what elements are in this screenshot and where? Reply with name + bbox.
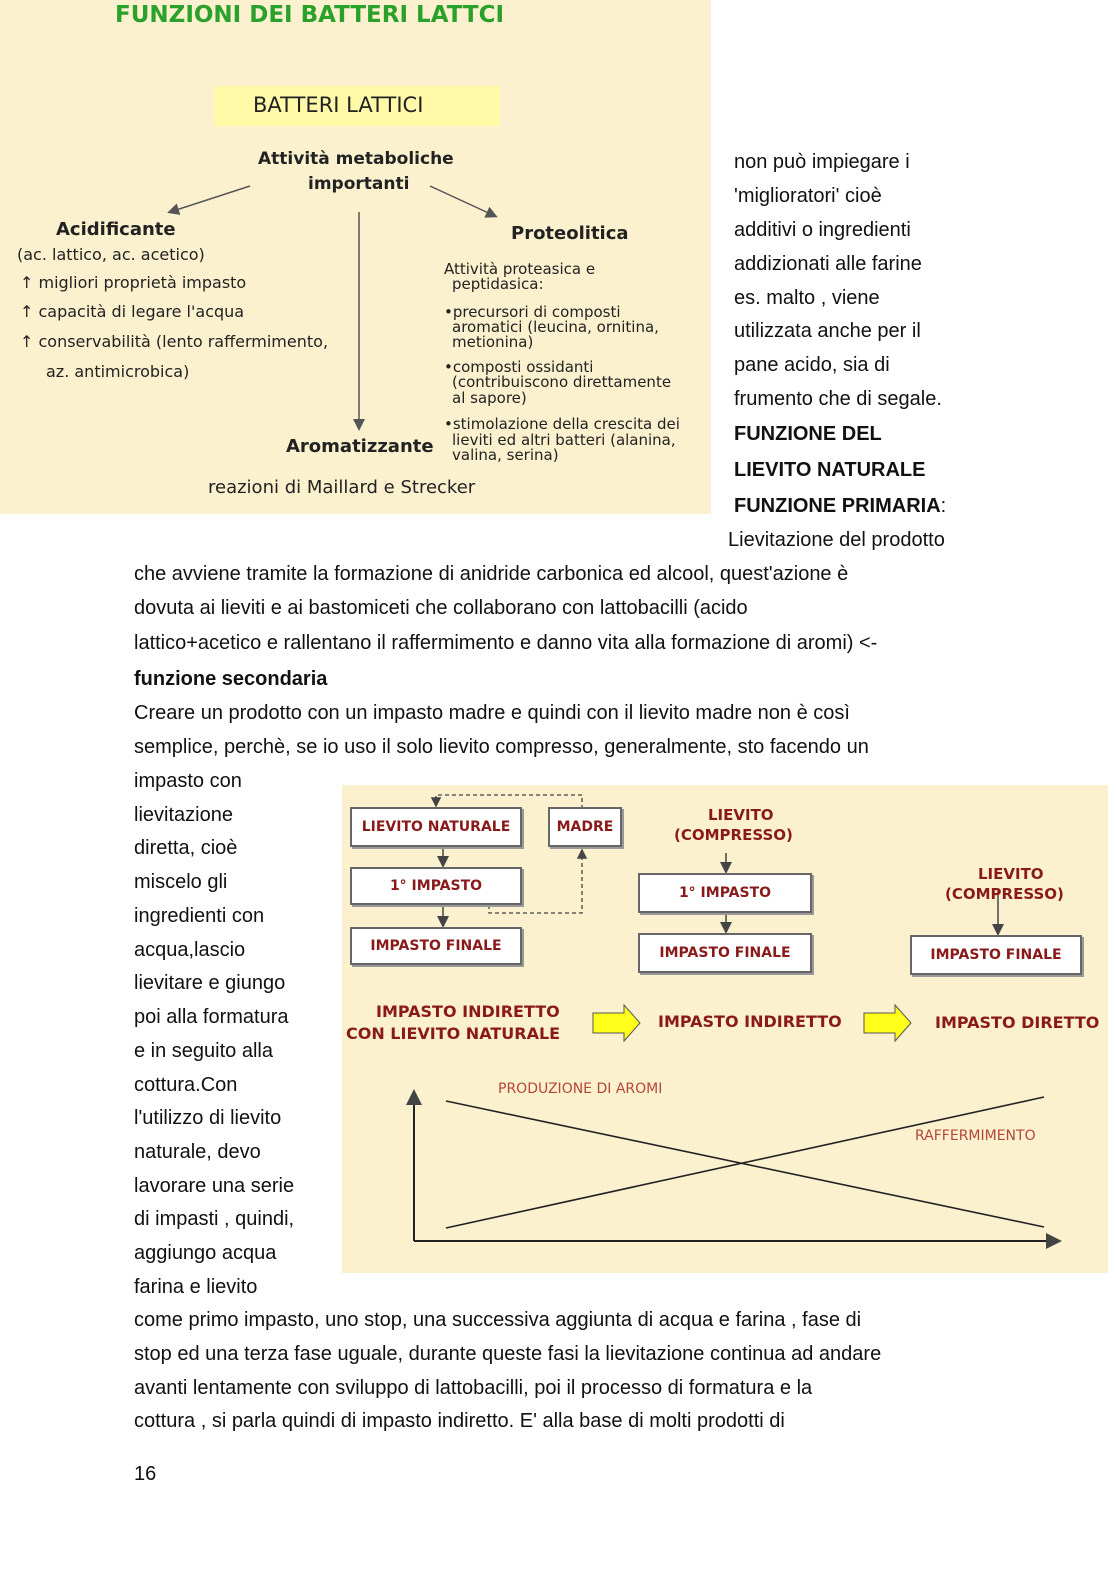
acidificante-heading: Acidificante	[56, 219, 176, 240]
center-line-1: Attività metaboliche	[258, 149, 454, 169]
side-text-line: additivi o ingredienti	[734, 219, 911, 241]
left-column-line: farina e lievito	[134, 1276, 258, 1298]
left-column-line: poi alla formatura	[134, 1006, 289, 1028]
proteolitica-item: (contribuiscono direttamente	[452, 373, 672, 391]
figure-impasti	[342, 785, 1108, 1273]
left-column-line: e in seguito alla	[134, 1040, 273, 1062]
line-lievitazione: Lievitazione del prodotto	[728, 529, 945, 551]
lievito-compresso-right: (COMPRESSO)	[945, 885, 1064, 903]
funzione-primaria	[734, 489, 946, 523]
acidificante-item: az. antimicrobica)	[46, 362, 190, 381]
figure1-title: FUNZIONI DEI BATTERI LATTCI	[115, 2, 505, 28]
left-column-line: naturale, devo	[134, 1141, 261, 1163]
side-text-line: non può impiegare i	[734, 151, 910, 173]
left-column-line: acqua,lascio	[134, 939, 246, 961]
side-text-line: pane acido, sia di	[734, 354, 890, 376]
acidificante-item: ↑ conservabilità (lento raffermimento,	[20, 332, 329, 351]
paragraph1-line: lattico+acetico e rallentano il raffermimento e danno vita alla formazione di aromi) <-	[134, 632, 878, 654]
proteolitica-intro: peptidasica:	[452, 275, 544, 293]
proteolitica-item: •stimolazione della crescita dei	[444, 415, 680, 433]
label-diretto: IMPASTO DIRETTO	[935, 1013, 1100, 1032]
box-madre: MADRE	[548, 807, 622, 847]
proteolitica-heading: Proteolitica	[511, 223, 629, 244]
label-produzione-aromi: PRODUZIONE DI AROMI	[498, 1081, 663, 1097]
figure-batteri-lattici	[0, 0, 711, 514]
proteolitica-item: •composti ossidanti	[444, 358, 594, 376]
acidificante-item: ↑ capacità di legare l'acqua	[20, 302, 245, 321]
proteolitica-item: metionina)	[452, 333, 534, 351]
proteolitica-item: lieviti ed altri batteri (alanina,	[452, 431, 676, 449]
label-indiretto: IMPASTO INDIRETTO	[658, 1012, 842, 1031]
left-column-line: lievitare e giungo	[134, 972, 286, 994]
box-impasto-finale-left: IMPASTO FINALE	[350, 927, 522, 965]
proteolitica-item: aromatici (leucina, ornitina,	[452, 318, 659, 336]
box-primo-impasto-left: 1° IMPASTO	[350, 867, 522, 905]
paragraph3-line: cottura , si parla quindi di impasto indiretto. E' alla base di molti prodotti di	[134, 1410, 785, 1432]
paragraph1-line: che avviene tramite la formazione di anidride carbonica ed alcool, quest'azione è	[134, 563, 849, 585]
lievito-compresso-right: LIEVITO	[978, 865, 1044, 883]
heading-lievito: FUNZIONE DEL	[734, 423, 882, 445]
box-impasto-finale-right: IMPASTO FINALE	[910, 935, 1082, 975]
lievito-compresso-middle: LIEVITO	[708, 806, 774, 824]
paragraph2-line: Creare un prodotto con un impasto madre e quindi con il lievito madre non è così	[134, 702, 850, 724]
page-number: 16	[134, 1463, 157, 1485]
box-impasto-finale-middle: IMPASTO FINALE	[638, 933, 812, 973]
side-text-line: addizionati alle farine	[734, 253, 922, 275]
label-indiretto-naturale: IMPASTO INDIRETTO	[376, 1002, 560, 1021]
left-column-line: miscelo gli	[134, 871, 228, 893]
side-text-line: 'miglioratori' cioè	[734, 185, 882, 207]
label-raffermimento: RAFFERMIMENTO	[915, 1128, 1036, 1144]
left-column-line: ingredienti con	[134, 905, 265, 927]
proteolitica-intro: Attività proteasica e	[444, 260, 596, 278]
proteolitica-item: al sapore)	[452, 389, 527, 407]
paragraph1-line: dovuta ai lieviti e ai bastomiceti che collaborano con lattobacilli (acido	[134, 597, 748, 619]
paragraph3-line: come primo impasto, uno stop, una successiva aggiunta di acqua e farina , fase di	[134, 1309, 862, 1331]
funzione-primaria-label: FUNZIONE PRIMARIA	[734, 495, 941, 517]
left-column-line: l'utilizzo di lievito	[134, 1107, 282, 1129]
funzione-primaria-colon: :	[940, 495, 947, 517]
left-column-line: aggiungo acqua	[134, 1242, 277, 1264]
left-column-line: lavorare una serie	[134, 1175, 295, 1197]
paragraph3-line: avanti lentamente con sviluppo di lattobacilli, poi il processo di formatura e la	[134, 1377, 813, 1399]
box-primo-impasto-middle: 1° IMPASTO	[638, 873, 812, 913]
label-indiretto-naturale: CON LIEVITO NATURALE	[346, 1024, 561, 1043]
center-line-2: importanti	[308, 174, 410, 194]
left-column-line: diretta, cioè	[134, 837, 238, 859]
paragraph3-line: stop ed una terza fase uguale, durante queste fasi la lievitazione continua ad andare	[134, 1343, 882, 1365]
aromatizzante-heading: Aromatizzante	[286, 436, 434, 457]
left-column-line: impasto con	[134, 770, 242, 792]
funzione-secondaria: funzione secondaria	[134, 668, 328, 690]
paragraph2-line: semplice, perchè, se io uso il solo lievito compresso, generalmente, sto facendo un	[134, 736, 869, 758]
left-column-line: lievitazione	[134, 804, 233, 826]
left-column-line: di impasti , quindi,	[134, 1208, 295, 1230]
side-text-line: frumento che di segale.	[734, 388, 942, 410]
left-column-line: cottura.Con	[134, 1074, 238, 1096]
side-text-line: es. malto , viene	[734, 287, 880, 309]
root-label: BATTERI LATTICI	[253, 93, 424, 117]
proteolitica-item: valina, serina)	[452, 446, 559, 464]
heading-lievito: LIEVITO NATURALE	[734, 459, 926, 481]
acidificante-sub: (ac. lattico, ac. acetico)	[17, 245, 205, 264]
side-text-line: utilizzata anche per il	[734, 320, 921, 342]
lievito-compresso-middle: (COMPRESSO)	[674, 826, 793, 844]
acidificante-item: ↑ migliori proprietà impasto	[20, 273, 247, 292]
reazioni-label: reazioni di Maillard e Strecker	[208, 477, 476, 498]
proteolitica-item: •precursori di composti	[444, 303, 621, 321]
box-lievito-naturale: LIEVITO NATURALE	[350, 807, 522, 847]
